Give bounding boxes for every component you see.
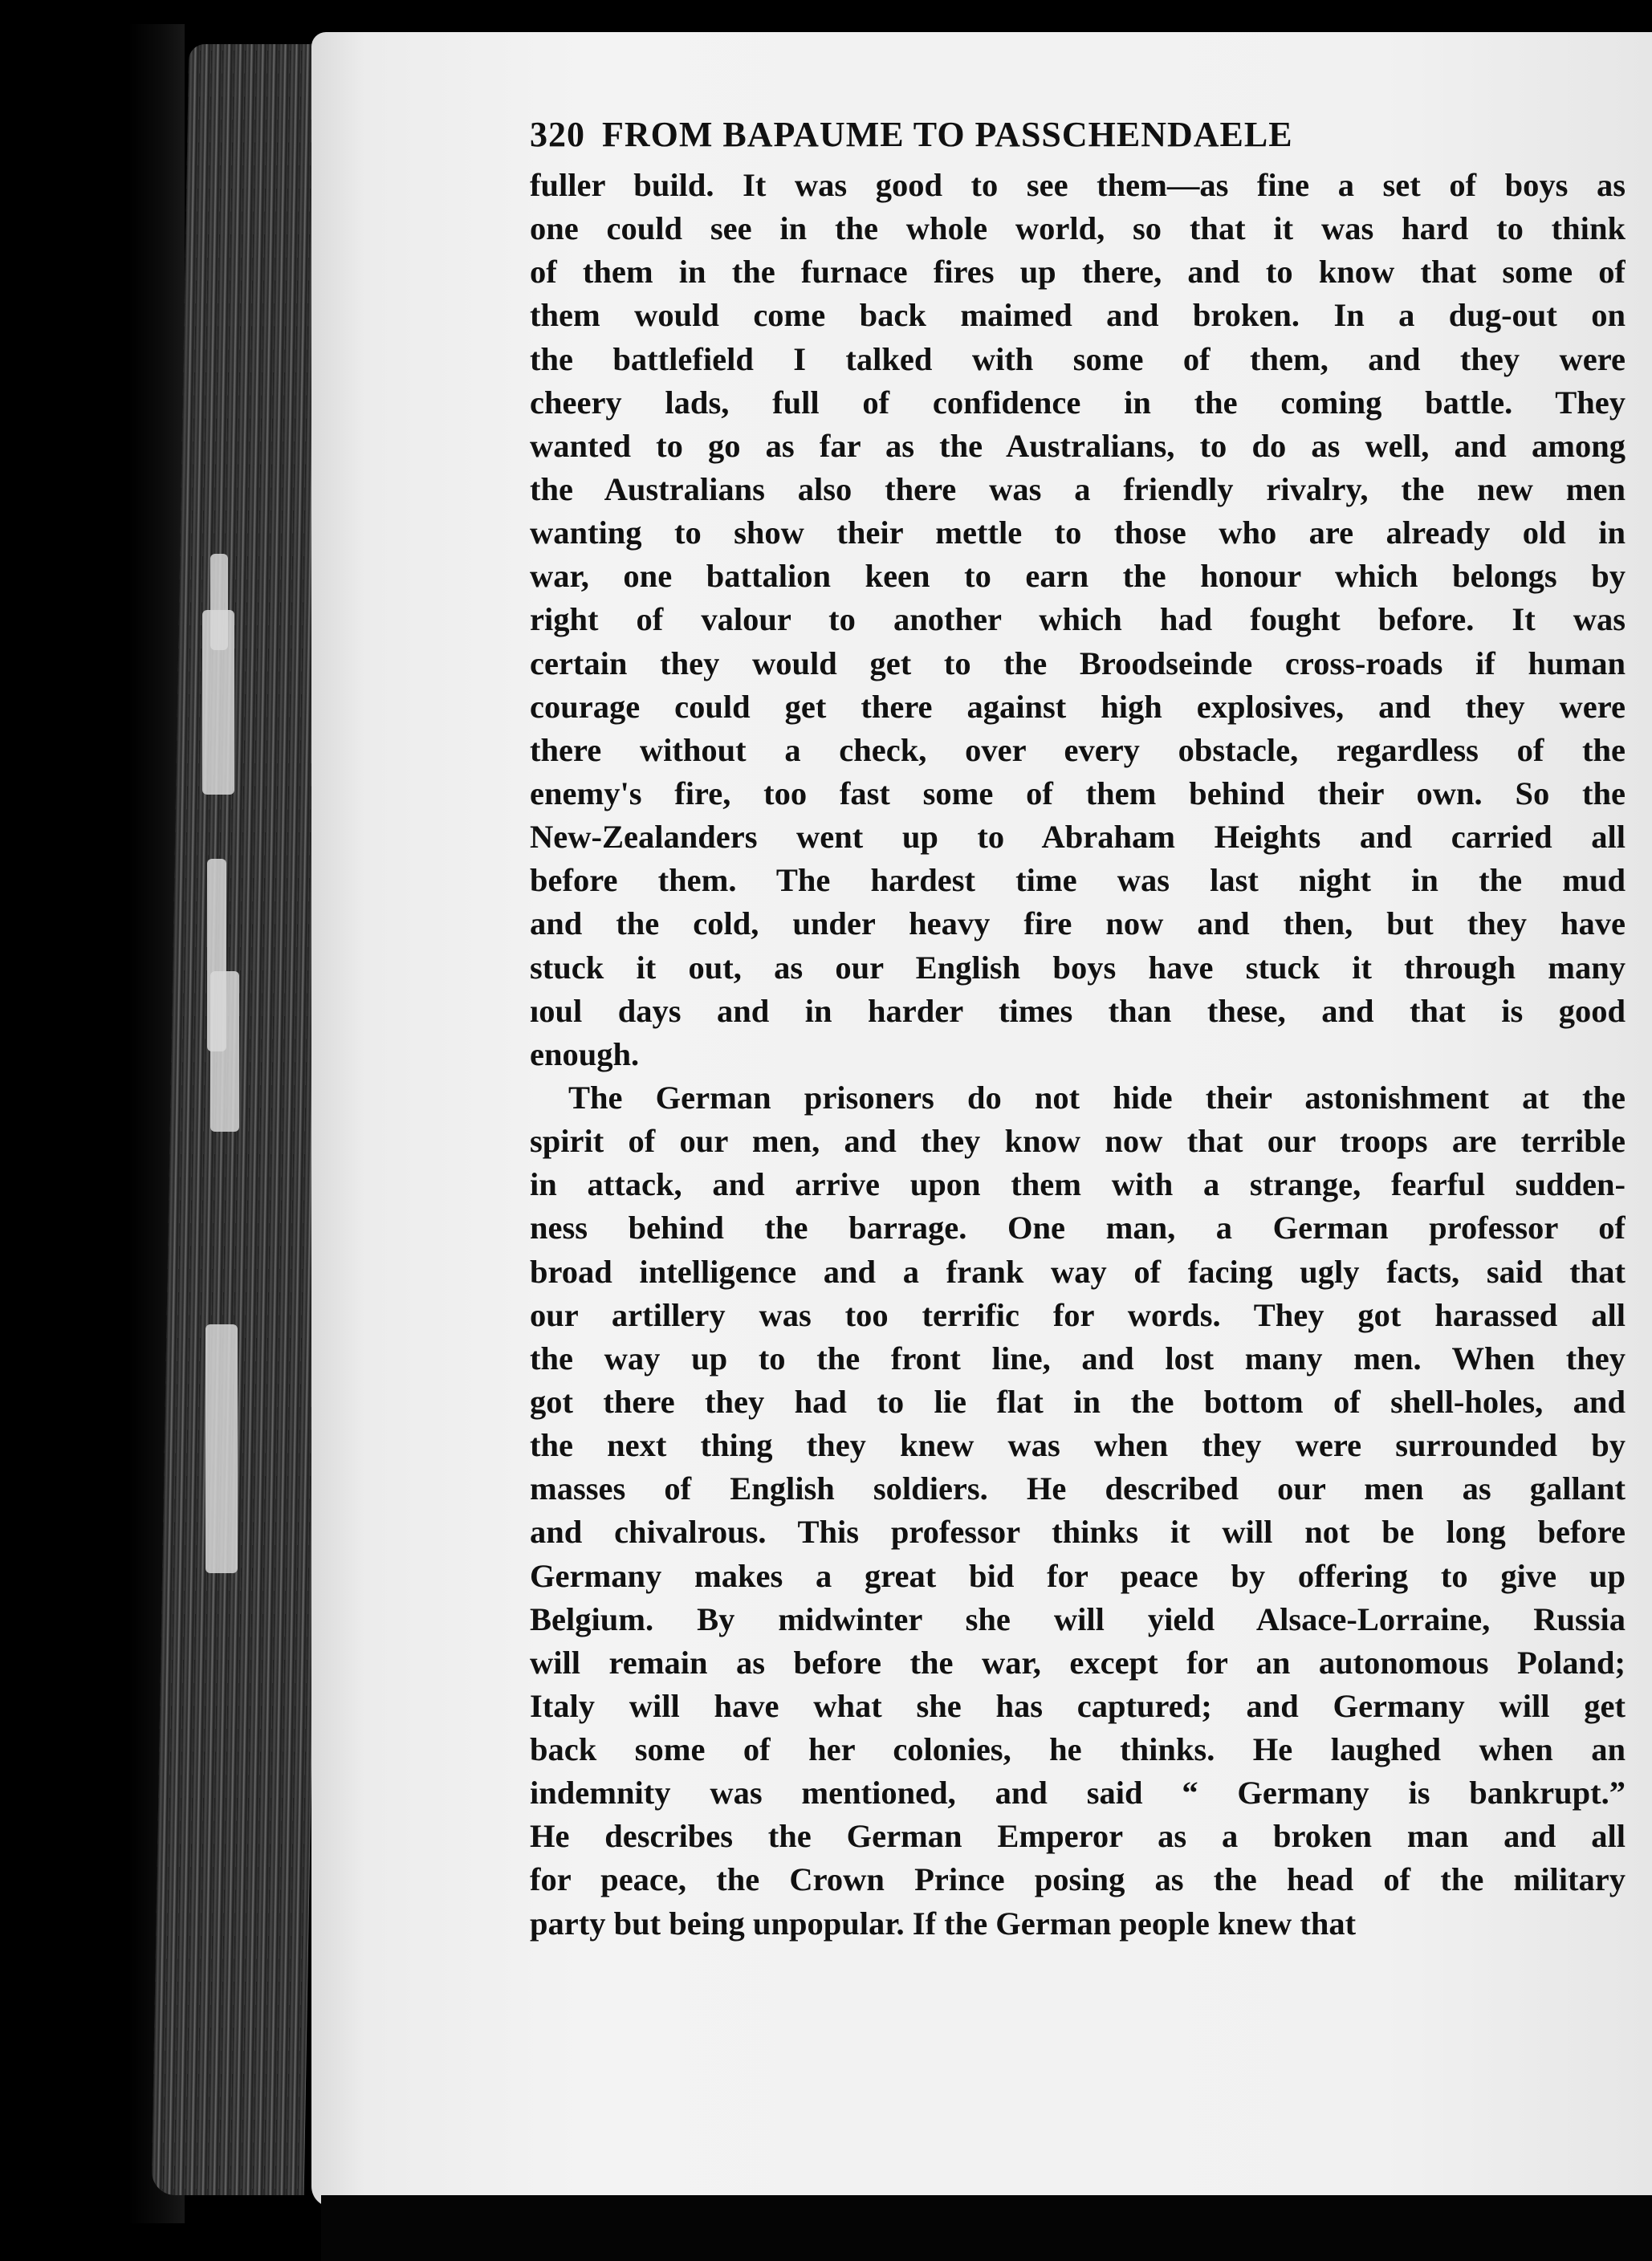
text-line: in attack, and arrive upon them with a strange, fearful sudden- (530, 1166, 1626, 1203)
text-line: enough. (530, 1035, 640, 1072)
page-text-block (530, 114, 1626, 1946)
text-line: courage could get there against high explosives, and they were (530, 688, 1626, 725)
text-line: there without a check, over every obstacle, regardless of the (530, 731, 1626, 768)
text-line: before them. The hardest time was last night in the mud (530, 862, 1626, 899)
text-line: Germany makes a great bid for peace by offering to give up (530, 1557, 1626, 1594)
text-line: The German prisoners do not hide their astonishment at the (568, 1079, 1626, 1116)
text-line: wanting to show their mettle to those who are already old in (530, 514, 1626, 551)
text-line: certain they would get to the Broodseinde cross-roads if human (530, 645, 1626, 681)
text-line: stuck it out, as our English boys have stuck it through many (530, 949, 1626, 986)
text-line: one could see in the whole world, so that it was hard to think (530, 210, 1626, 247)
text-line: them would come back maimed and broken. In a dug-out on (530, 297, 1626, 334)
text-line: ıoul days and in harder times than these, and that is good (530, 992, 1626, 1029)
text-line: party but being unpopular. If the German people knew that (530, 1905, 1357, 1942)
text-line: ness behind the barrage. One man, a German professor of (530, 1210, 1626, 1246)
text-line: right of valour to another which had fought before. It was (530, 601, 1626, 638)
page-bottom-shadow (321, 2195, 1652, 2261)
text-line: the battlefield I talked with some of them, and they were (530, 340, 1626, 377)
running-head (530, 114, 1626, 164)
text-line: the way up to the front line, and lost many men. When they (530, 1340, 1626, 1377)
body-text (530, 164, 1626, 1946)
text-line: He describes the German Emperor as a broken man and all (530, 1818, 1626, 1855)
text-line: and the cold, under heavy fire now and then, but they have (530, 905, 1626, 942)
page-edge-highlight (202, 610, 234, 795)
text-line: enemy's fire, too fast some of them behind their own. So the (530, 775, 1626, 811)
text-line: back some of her colonies, he thinks. He laughed when an (530, 1731, 1626, 1768)
text-line: spirit of our men, and they know now that our troops are terrible (530, 1123, 1626, 1160)
text-line: wanted to go as far as the Australians, to do as well, and among (530, 427, 1626, 464)
text-line: for peace, the Crown Prince posing as the head of the military (530, 1861, 1626, 1898)
running-title: FROM BAPAUME TO PASSCHENDAELE (602, 115, 1293, 154)
text-line: of them in the furnace fires up there, and to know that some of (530, 254, 1626, 291)
text-line: and chivalrous. This professor thinks it will not be long before (530, 1514, 1626, 1551)
page-edge-highlight (205, 1324, 238, 1573)
text-line: fuller build. It was good to see them—as fine a set of boys as (530, 167, 1626, 203)
page-edge-highlight (210, 971, 239, 1132)
text-line: indemnity was mentioned, and said “ Germany is bankrupt.” (530, 1775, 1626, 1812)
text-line: got there they had to lie flat in the bottom of shell-holes, and (530, 1383, 1626, 1420)
text-line: masses of English soldiers. He described our men as gallant (530, 1470, 1626, 1507)
text-line: our artillery was too terrific for words. They got harassed all (530, 1296, 1626, 1333)
text-line: war, one battalion keen to earn the honour which belongs by (530, 558, 1626, 595)
text-line: cheery lads, full of confidence in the coming battle. They (530, 384, 1626, 421)
text-line: New-Zealanders went up to Abraham Heights and carried all (530, 819, 1626, 856)
text-line: the Australians also there was a friendly rivalry, the new men (530, 470, 1626, 507)
page-number: 320 (530, 115, 585, 154)
text-line: will remain as before the war, except for an autonomous Poland; (530, 1644, 1626, 1681)
text-line: the next thing they knew was when they were surrounded by (530, 1427, 1626, 1464)
text-line: broad intelligence and a frank way of facing ugly facts, said that (530, 1253, 1626, 1290)
text-line: Italy will have what she has captured; and Germany will get (530, 1687, 1626, 1724)
text-line: Belgium. By midwinter she will yield Alsace-Lorraine, Russia (530, 1600, 1626, 1637)
